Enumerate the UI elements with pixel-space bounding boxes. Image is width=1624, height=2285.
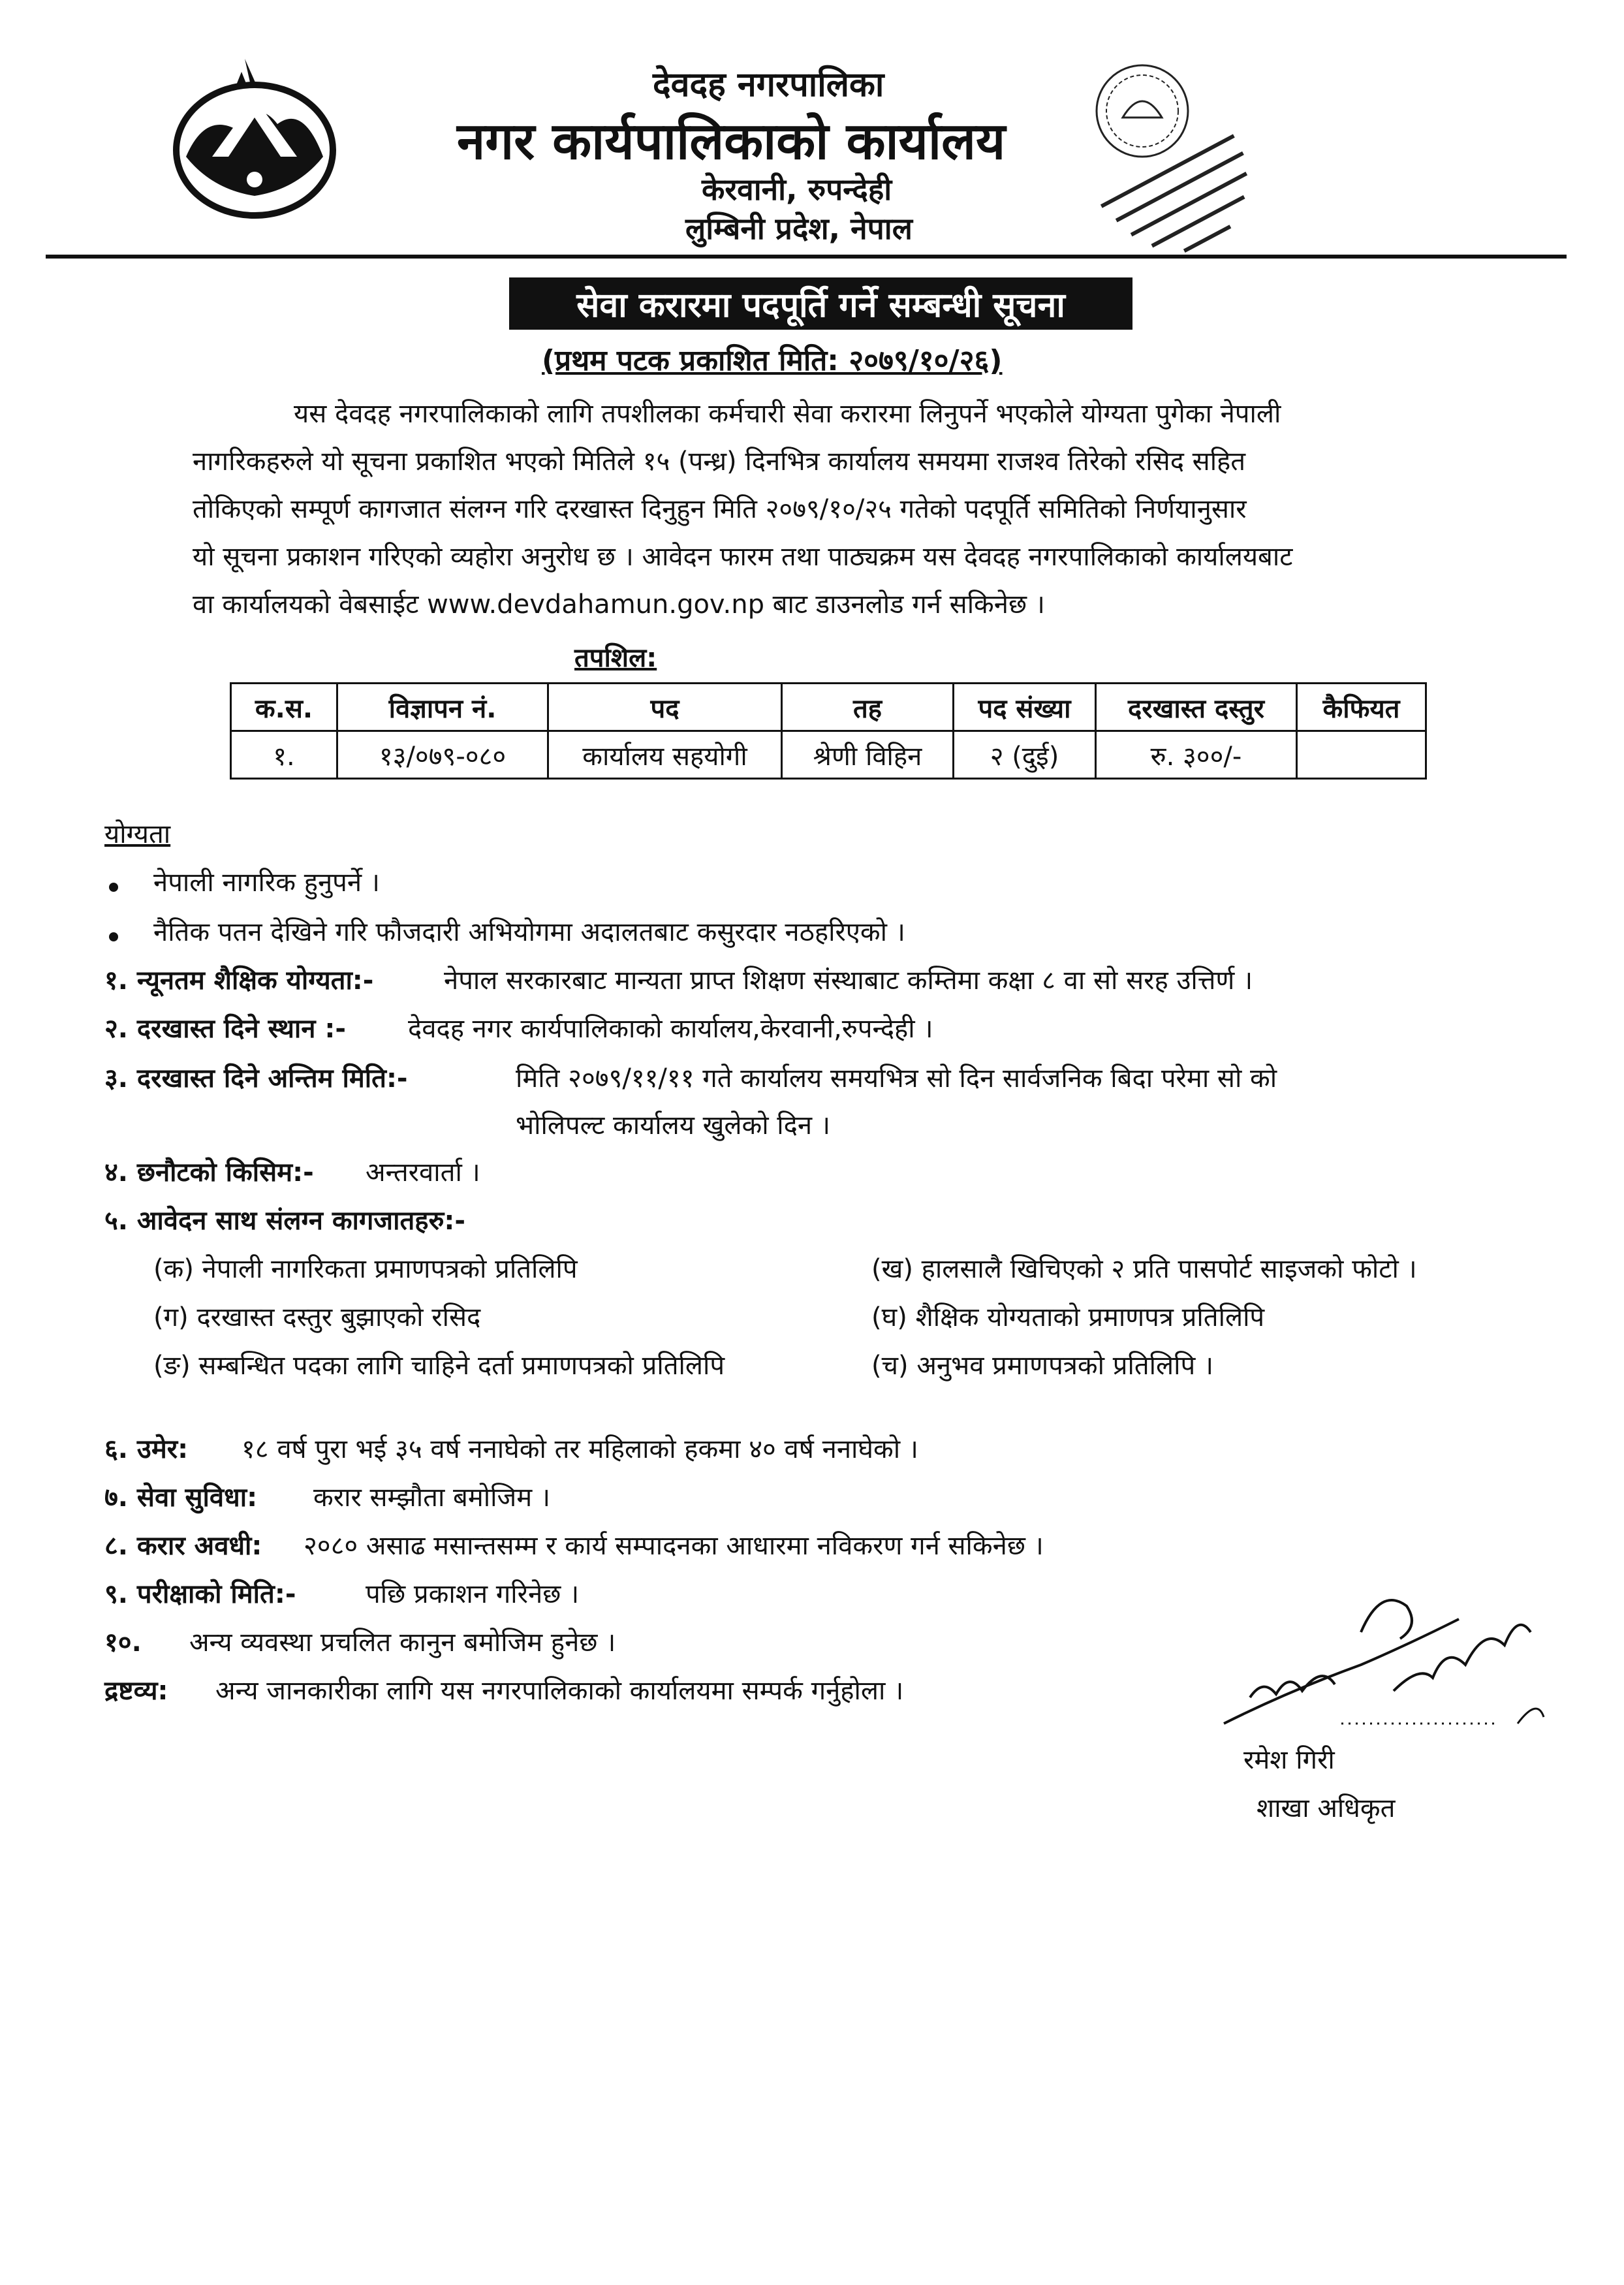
- notice-paragraph-line-5: वा कार्यालयको वेबसाईट www.devdahamun.gov.np बाट डाउनलोड गर्न सकिनेछ ।: [193, 590, 1045, 620]
- table-cell: [1297, 731, 1426, 779]
- item-6-label: ६. उमेर:: [104, 1434, 189, 1464]
- item-5-label: ५. आवेदन साथ संलग्न कागजातहरु:-: [104, 1206, 466, 1236]
- qualification-bullet-2: नैतिक पतन देखिने गरि फौजदारी अभियोगमा अदालतबाट कसुरदार नठहरिएको ।: [153, 917, 905, 947]
- document-ka: (क) नेपाली नागरिकता प्रमाणपत्रको प्रतिलिपि: [153, 1254, 578, 1284]
- item-6-text: १८ वर्ष पुरा भई ३५ वर्ष ननाघेको तर महिलाको हकमा ४० वर्ष ननाघेको ।: [242, 1434, 918, 1464]
- document-gha: (घ) शैक्षिक योग्यताको प्रमाणपत्र प्रतिलिपि: [871, 1302, 1265, 1332]
- notice-paragraph-line-3: तोकिएको सम्पूर्ण कागजात संलग्न गरि दरखास्त दिनुहुन मिति २०७९/१०/२५ गतेको पदपूर्ति समितिको निर्णयानुसार: [193, 494, 1247, 524]
- qualification-bullet-1: नेपाली नागरिक हुनुपर्ने ।: [153, 868, 380, 898]
- item-9-label: ९. परीक्षाको मिति:-: [104, 1579, 296, 1609]
- table-header-cell: तह: [782, 684, 954, 731]
- document-cha: (च) अनुभव प्रमाणपत्रको प्रतिलिपि ।: [871, 1351, 1214, 1381]
- office-stamp-icon: [1070, 59, 1286, 268]
- table-cell: रु. ३००/-: [1096, 731, 1297, 779]
- item-4-text: अन्तरवार्ता ।: [366, 1158, 480, 1188]
- document-kha: (ख) हालसालै खिचिएको २ प्रति पासपोर्ट साइजको फोटो ।: [871, 1254, 1417, 1284]
- table-header-cell: कैफियत: [1297, 684, 1426, 731]
- item-1-label: १. न्यूनतम शैक्षिक योग्यता:-: [104, 966, 374, 996]
- item-7-label: ७. सेवा सुविधा:: [104, 1483, 258, 1513]
- item-10-label: १०.: [104, 1628, 142, 1658]
- item-10-text: अन्य व्यवस्था प्रचलित कानुन बमोजिम हुनेछ ।: [189, 1628, 616, 1658]
- notice-paragraph-line-2: नागरिकहरुले यो सूचना प्रकाशित भएको मितिले १५ (पन्ध्र) दिनभित्र कार्यालय समयमा राजश्व तिरेको रसिद सहित: [193, 447, 1246, 477]
- address-line-1: केरवानी, रुपन्देही: [702, 172, 892, 207]
- vacancy-table: [230, 682, 1427, 780]
- item-8-text: २०८० असाढ मसान्तसम्म र कार्य सम्पादनका आधारमा नविकरण गर्न सकिनेछ ।: [304, 1531, 1044, 1561]
- signatory-name: रमेश गिरी: [1243, 1745, 1335, 1775]
- item-3-text-1: मिति २०७९/११/११ गते कार्यालय समयभित्र सो दिन सार्वजनिक बिदा परेमा सो को: [516, 1064, 1277, 1094]
- signature-icon: [1211, 1567, 1550, 1743]
- table-header-cell: दरखास्त दस्तुर: [1096, 684, 1297, 731]
- signatory-designation: शाखा अधिकृत: [1257, 1793, 1396, 1823]
- bullet-icon: [109, 883, 118, 892]
- address-line-2: लुम्बिनी प्रदेश, नेपाल: [685, 211, 913, 246]
- item-4-label: ४. छनौटको किसिम:-: [104, 1158, 314, 1188]
- notice-paragraph-line-1: यस देवदह नगरपालिकाको लागि तपशीलका कर्मचारी सेवा करारमा लिनुपर्ने भएकोले योग्यता पुगेका नेपाली: [294, 399, 1281, 429]
- nepal-emblem-icon: [166, 59, 343, 222]
- notice-title: सेवा करारमा पदपूर्ति गर्ने सम्बन्धी सूचना: [509, 277, 1132, 330]
- table-header-cell: विज्ञापन नं.: [337, 684, 548, 731]
- table-cell: कार्यालय सहयोगी: [548, 731, 782, 779]
- qualification-heading: योग्यता: [104, 819, 171, 849]
- table-cell: श्रेणी विहिन: [782, 731, 954, 779]
- item-3-label: ३. दरखास्त दिने अन्तिम मिति:-: [104, 1064, 408, 1094]
- published-date: (प्रथम पटक प्रकाशित मिति: २०७९/१०/२६): [542, 344, 1003, 377]
- item-9-text: पछि प्रकाशन गरिनेछ ।: [366, 1579, 580, 1609]
- document-ga: (ग) दरखास्त दस्तुर बुझाएको रसिद: [153, 1302, 481, 1332]
- item-8-label: ८. करार अवधी:: [104, 1531, 262, 1561]
- note-label: द्रष्टव्य:: [104, 1676, 168, 1706]
- office-name: नगर कार्यपालिकाको कार्यालय: [457, 112, 1006, 171]
- table-row: [231, 731, 1426, 779]
- table-header-cell: क.स.: [231, 684, 337, 731]
- item-2-label: २. दरखास्त दिने स्थान :-: [104, 1014, 347, 1044]
- table-header-cell: पद संख्या: [954, 684, 1096, 731]
- item-1-text: नेपाल सरकारबाट मान्यता प्राप्त शिक्षण संस्थाबाट कम्तिमा कक्षा ८ वा सो सरह उत्तिर्ण ।: [444, 966, 1253, 996]
- table-cell: २ (दुई): [954, 731, 1096, 779]
- municipality-name: देवदह नगरपालिका: [653, 65, 884, 104]
- bullet-icon: [109, 932, 118, 941]
- item-3-text-2: भोलिपल्ट कार्यालय खुलेको दिन ।: [516, 1111, 830, 1141]
- item-2-text: देवदह नगर कार्यपालिकाको कार्यालय,केरवानी,रुपन्देही ।: [408, 1014, 933, 1044]
- table-cell: १३/०७९-०८०: [337, 731, 548, 779]
- document-nga: (ङ) सम्बन्धित पदका लागि चाहिने दर्ता प्रमाणपत्रको प्रतिलिपि: [153, 1351, 725, 1381]
- item-7-text: करार सम्झौता बमोजिम ।: [313, 1483, 550, 1513]
- tapshil-heading: तपशिल:: [574, 643, 657, 673]
- table-cell: १.: [231, 731, 337, 779]
- note-text: अन्य जानकारीका लागि यस नगरपालिकाको कार्यालयमा सम्पर्क गर्नुहोला ।: [215, 1676, 904, 1706]
- table-header-row: [231, 684, 1426, 731]
- table-header-cell: पद: [548, 684, 782, 731]
- header-divider: [46, 255, 1567, 259]
- notice-paragraph-line-4: यो सूचना प्रकाशन गरिएको व्यहोरा अनुरोध छ । आवेदन फारम तथा पाठ्यक्रम यस देवदह नगरपालिकाको कार्यालयबाट: [193, 542, 1293, 572]
